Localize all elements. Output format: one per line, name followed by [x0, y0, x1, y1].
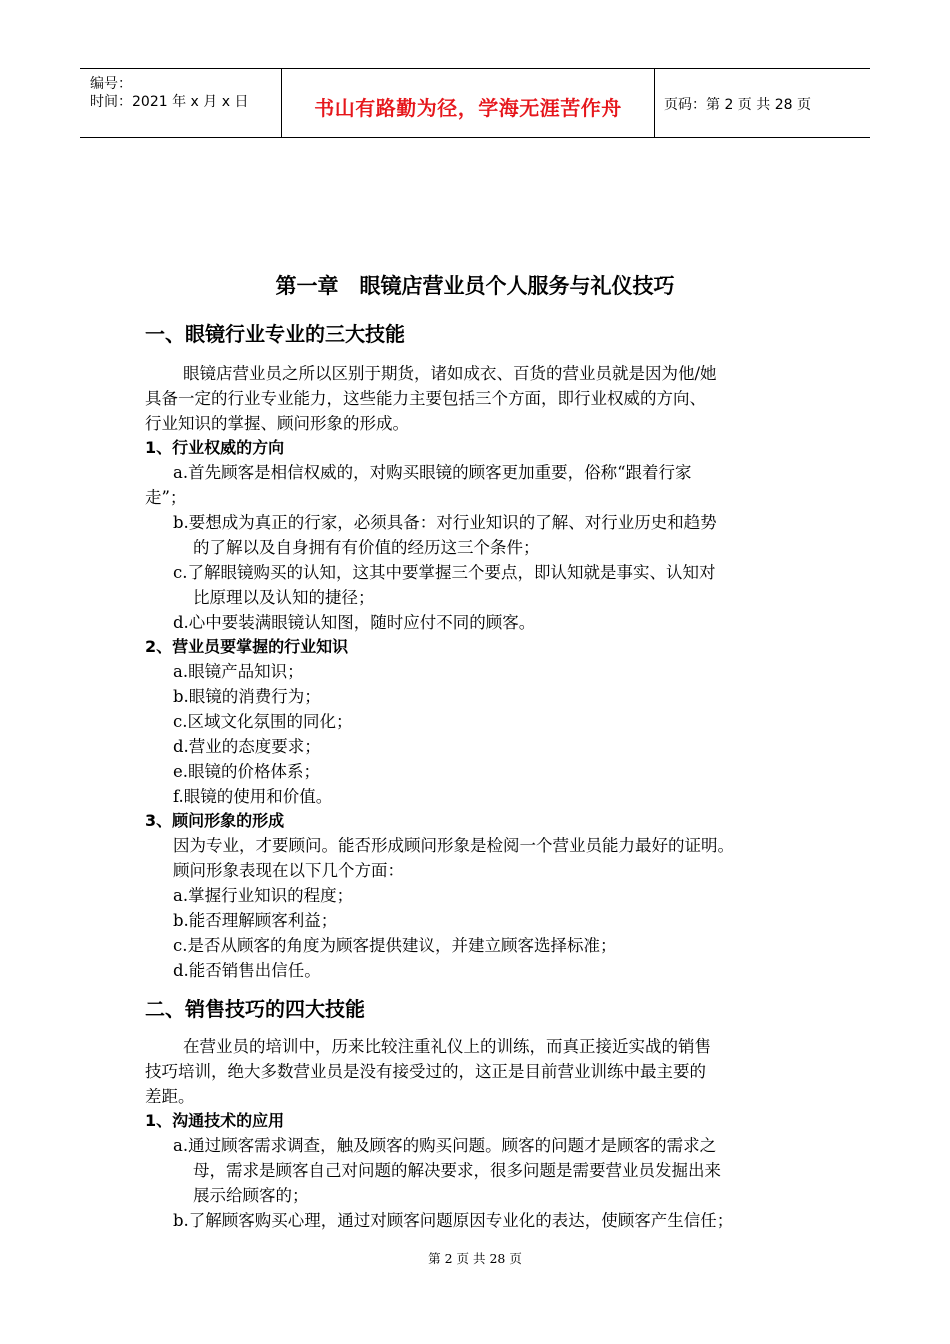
section-1-intro-line: 眼镜店营业员之所以区别于期货，诸如成衣、百货的营业员就是因为他/她: [183, 364, 717, 383]
section-2-intro-line: 在营业员的培训中，历来比较注重礼仪上的训练，而真正接近实战的销售: [183, 1037, 711, 1056]
list-item: b.眼镜的消费行为；: [173, 687, 321, 706]
list-item: d.营业的态度要求；: [173, 737, 321, 756]
list-item: e.眼镜的价格体系；: [173, 762, 321, 781]
document-number-label: 编号：: [90, 76, 132, 92]
subsection-1-1-title: 1、行业权威的方向: [145, 438, 285, 457]
list-item: f.眼镜的使用和价值。: [173, 787, 333, 806]
list-item: 走”；: [145, 488, 187, 507]
list-item: c.了解眼镜购买的认知，这其中要掌握三个要点，即认知就是事实、认知对: [173, 563, 716, 582]
subsection-1-2-title: 2、营业员要掌握的行业知识: [145, 637, 349, 656]
list-item: a.首先顾客是相信权威的，对购买眼镜的顾客更加重要，俗称“跟着行家: [173, 463, 692, 482]
section-2-intro-line: 差距。: [145, 1087, 195, 1106]
section-1-intro-line: 行业知识的掌握、顾问形象的形成。: [145, 414, 409, 433]
page-footer: 第 2 页 共 28 页: [428, 1251, 522, 1266]
header-motto: 书山有路勤为径，学海无涯苦作舟: [314, 96, 622, 120]
list-item: b.了解顾客购买心理，通过对顾客问题原因专业化的表达，使顾客产生信任；: [173, 1211, 734, 1230]
list-item: 的了解以及自身拥有有价值的经历这三个条件；: [193, 538, 540, 557]
list-item: d.能否销售出信任。: [173, 961, 321, 980]
header-motto-cell: [282, 69, 655, 137]
header-page-cell: [655, 69, 870, 137]
subsection-1-3-title: 3、顾问形象的形成: [145, 811, 285, 830]
section-1-title: 一、眼镜行业专业的三大技能: [145, 322, 405, 346]
list-item: a.通过顾客需求调查，触及顾客的购买问题。顾客的问题才是顾客的需求之: [173, 1136, 717, 1155]
page-header-table: [80, 68, 870, 138]
list-item: 展示给顾客的；: [193, 1186, 309, 1205]
subsection-2-1-title: 1、沟通技术的应用: [145, 1111, 285, 1130]
header-meta-cell: [80, 69, 282, 137]
section-2-title: 二、销售技巧的四大技能: [145, 997, 365, 1021]
section-1-intro-line: 具备一定的行业专业能力，这些能力主要包括三个方面，即行业权威的方向、: [145, 389, 706, 408]
header-page-info: 页码：第 2 页 共 28 页: [664, 97, 811, 113]
list-item: a.眼镜产品知识；: [173, 662, 304, 681]
chapter-title: 第一章 眼镜店营业员个人服务与礼仪技巧: [275, 274, 675, 298]
list-item: 顾问形象表现在以下几个方面：: [173, 861, 404, 880]
list-item: 比原理以及认知的捷径；: [193, 588, 375, 607]
list-item: b.要想成为真正的行家，必须具备：对行业知识的了解、对行业历史和趋势: [173, 513, 717, 532]
list-item: c.是否从顾客的角度为顾客提供建议，并建立顾客选择标准；: [173, 936, 617, 955]
list-item: a.掌握行业知识的程度；: [173, 886, 354, 905]
list-item: 母，需求是顾客自己对问题的解决要求，很多问题是需要营业员发掘出来: [193, 1161, 721, 1180]
list-item: 因为专业，才要顾问。能否形成顾问形象是检阅一个营业员能力最好的证明。: [173, 836, 734, 855]
section-2-intro-line: 技巧培训，绝大多数营业员是没有接受过的，这正是目前营业训练中最主要的: [145, 1062, 706, 1081]
list-item: d.心中要装满眼镜认知图，随时应付不同的顾客。: [173, 613, 536, 632]
document-date-label: 时间：2021 年 x 月 x 日: [90, 94, 249, 110]
list-item: c.区域文化氛围的同化；: [173, 712, 353, 731]
list-item: b.能否理解顾客利益；: [173, 911, 338, 930]
